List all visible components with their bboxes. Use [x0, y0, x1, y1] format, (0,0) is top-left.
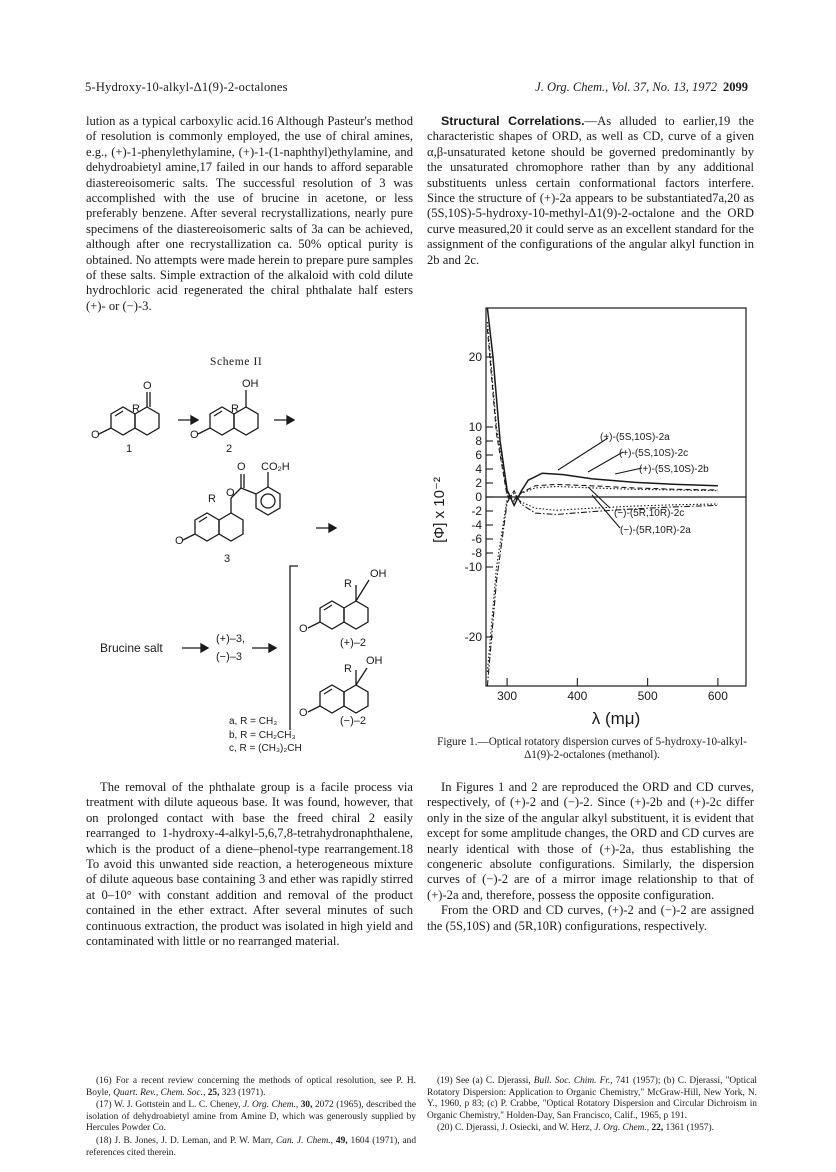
- running-head-journal: [535, 80, 748, 95]
- footnote-20: (20) C. Djerassi, J. Osiecki, and W. Herz, J. Org. Chem., 22, 1361 (1957).: [437, 1123, 714, 1134]
- callout-p2c: [588, 452, 623, 472]
- legend-a: a, R = CH₃: [229, 716, 278, 727]
- x-axis-ticks: [497, 678, 728, 703]
- ord-figure: [420, 300, 760, 732]
- c3-r: R: [208, 493, 216, 505]
- left-column-para2-block: [86, 780, 413, 949]
- minus2-oh: OH: [366, 655, 383, 667]
- x-tick-label: 400: [567, 689, 588, 703]
- ord-curve-0: [487, 308, 718, 505]
- y-tick-label: -20: [464, 630, 482, 644]
- y-tick-label: 4: [475, 462, 482, 476]
- ring-b-plus2: [344, 601, 368, 629]
- brucine-salt-label: Brucine salt: [100, 641, 163, 655]
- minus-3-label: (−)–3: [216, 651, 242, 663]
- c2-oxo: O: [190, 429, 199, 441]
- left-column-para1-block: [86, 114, 413, 314]
- minus2-r: R: [344, 663, 352, 675]
- c2-r: R: [231, 403, 239, 415]
- footnotes-right: [427, 1076, 757, 1136]
- left-para1: lution as a typical carboxylic acid.16 Although Pasteur's method of resolution is commonly employed, the use of chiral amines, e.g., (+)-1-phenylethylamine, (+)-1-(1-naphthyl)ethylamine, and dehydroabietyl amine,17 failed in our hands to afford separable diastereoisomeric salts. The successful resolution of 3 was accomplished with the use of brucine in acetone, or less preferably benzene. After several recrystallizations, nearly pure specimens of the diastereoisomeric salts of 3a can be achieved, although after one recrystallization ca. 50% optical purity is obtained. No attempts were made herein to prepare pure samples of these salts. Simple extraction of the alkaloid with cold dilute hydrochloric acid regenerated the chiral phthalate half esters (+)- or (−)-3.: [86, 114, 413, 313]
- footnote-16: (16) For a recent review concerning the methods of optical resolution, see P. H. Boyle, Quart. Rev., Chem. Soc., 25, 323 (1971).: [86, 1076, 416, 1098]
- right-para3: From the ORD and CD curves, (+)-2 and (−)-2 are assigned the (5S,10S) and (5R,10R) configurations, respectively.: [427, 903, 754, 933]
- ord-curve-3: [487, 494, 718, 673]
- plus2-oxo: O: [299, 623, 308, 635]
- compound-1-label: 1: [126, 443, 133, 455]
- compound-2-label: 2: [226, 443, 233, 455]
- minus-2-label: (−)–2: [340, 715, 366, 727]
- y-tick-label: 8: [475, 434, 482, 448]
- scheme-title: Scheme II: [210, 356, 263, 368]
- x-axis-label: λ (mμ): [591, 709, 641, 728]
- x-tick-label: 600: [707, 689, 728, 703]
- c1-ketone-o: O: [143, 380, 152, 392]
- ring-b-minus2: [344, 685, 368, 713]
- y-tick-label: -6: [471, 532, 482, 546]
- plus-3-label: (+)–3,: [216, 633, 246, 645]
- page-number: 2099: [723, 80, 748, 94]
- c3-co2h: CO₂H: [261, 461, 290, 473]
- right-column-bottom: [427, 780, 754, 934]
- running-head-title: 5-Hydroxy-10-alkyl-Δ1(9)-2-octalones: [85, 80, 288, 94]
- y-tick-label: 2: [475, 476, 482, 490]
- minus2-oxo: O: [299, 707, 308, 719]
- plus-2-label: (+)–2: [340, 637, 366, 649]
- c1-r: R: [132, 403, 140, 415]
- c1-oxo: O: [91, 429, 100, 441]
- y-tick-label: 20: [468, 350, 482, 364]
- y-tick-label: 6: [475, 448, 482, 462]
- benzene-ring: [256, 487, 280, 515]
- c2-oh: OH: [242, 378, 259, 390]
- y-tick-label: -4: [471, 518, 482, 532]
- label-m2a: (−)-(5R,10R)-2a: [620, 525, 691, 536]
- legend-c: c, R = (CH₃)₂CH: [229, 743, 302, 754]
- right-para2: In Figures 1 and 2 are reproduced the ORD and CD curves, respectively, of (+)-2 and (−)-2. Since (+)-2b and (+)-2c differ only in the size of the angular alkyl substituent, it is evident that except for some amplitude changes, the ORD and CD curves are nearly identical with those of (+)-2a, thus establishing the congeneric absolute configurations. Similarly, the dispersion curves of (−)-2 are of a mirror image relationship to that of (+)-2a and, therefore, possess the opposite configuration.: [427, 780, 754, 902]
- footnotes-left: [86, 1076, 416, 1160]
- scheme-ii-drawing: [86, 370, 416, 730]
- y-tick-label: -8: [471, 546, 482, 560]
- ord-curve-4: [487, 491, 718, 686]
- y-tick-label: 0: [475, 490, 482, 504]
- footnote-18: (18) J. B. Jones, J. D. Leman, and P. W. Marr, Can. J. Chem., 49, 1604 (1971), and references cited therein.: [86, 1135, 417, 1158]
- compound-3-label: 3: [224, 553, 231, 565]
- y-tick-label: -2: [471, 504, 482, 518]
- y-tick-label: -10: [464, 560, 482, 574]
- c3-ester-o: O: [226, 487, 235, 499]
- right-column-top: [427, 114, 754, 268]
- x-tick-label: 500: [637, 689, 658, 703]
- label-m2c: (−)-(5R,10R)-2c: [614, 508, 685, 519]
- figure-caption: Figure 1.—Optical rotatory dispersion curves of 5-hydroxy-10-alkyl-Δ1(9)-2-octalones (methanol).: [437, 736, 747, 762]
- ring-b-3: [219, 513, 243, 541]
- footnote-19: (19) See (a) C. Djerassi, Bull. Soc. Chim. Fr., 741 (1957); (b) C. Djerassi, "Optical Rotatory Dispersion: Application to Organic Chemistry," McGraw-Hill, New York, N. Y., 1960, p 83; (c) P. Crabbe, "Optical Rotatory Dispersion and Circular Dichroism in Organic Chemistry," Holden-Day, San Francisco, Calif., 1965, p 191.: [427, 1076, 757, 1121]
- callout-p2b: [615, 468, 642, 474]
- label-p2a: (+)-(5S,10S)-2a: [600, 432, 670, 443]
- journal-citation: J. Org. Chem., Vol. 37, No. 13, 1972: [535, 80, 717, 94]
- c3-carbonyl-o: O: [237, 461, 246, 473]
- legend-b: b, R = CH₂CH₃: [229, 730, 296, 741]
- c3-oxo: O: [175, 535, 184, 547]
- right-para1: —As alluded to earlier,19 the characteristic shapes of ORD, as well as CD, curve of a given α,β-unsaturated ketone should be governed predominantly by the unsaturated chromophore rather than by any additional substituents unless certain conformational factors interfere. Since the structure of (+)-2a appears to be substantiated7a,20 as (5S,10S)-5-hydroxy-10-methyl-Δ1(9)-2-octalone and the ORD curve measured,20 it could serve as an excellent standard for the assignment of the configurations of the angular alkyl function in 2b and 2c.: [427, 114, 754, 267]
- section-heading: Structural Correlations.: [441, 114, 585, 128]
- label-p2b: (+)-(5S,10S)-2b: [639, 464, 709, 475]
- y-tick-label: 10: [468, 420, 482, 434]
- x-tick-label: 300: [497, 689, 518, 703]
- y-axis-label: [Φ] x 10⁻²: [431, 477, 448, 543]
- label-p2c: (+)-(5S,10S)-2c: [619, 448, 689, 459]
- plus2-oh: OH: [370, 568, 387, 580]
- left-para2: The removal of the phthalate group is a facile process via treatment with dilute aqueous base. It was found, however, that on prolonged contact with base the freed chiral 2 easily rearranged to 1-hydroxy-4-alkyl-5,6,7,8-tetrahydronaphthalene, which is the product of a diene–phenol-type rearrangement.18 To avoid this unwanted side reaction, a heterogeneous mixture of dilute aqueous base containing 3 and ether was rapidly stirred at 0–10° with constant addition and removal of the product contained in the ether extract. After several minutes of such continuous extraction, the product was isolated in high yield and contaminated with little or no rearranged material.: [86, 780, 413, 949]
- plus2-r: R: [344, 578, 352, 590]
- footnote-17: (17) W. J. Gottstein and L. C. Cheney, J. Org. Chem., 30, 2072 (1965), described the isolation of dehydroabietyl amine from Amine D, which was generously supplied by Hercules Powder Co.: [86, 1100, 416, 1134]
